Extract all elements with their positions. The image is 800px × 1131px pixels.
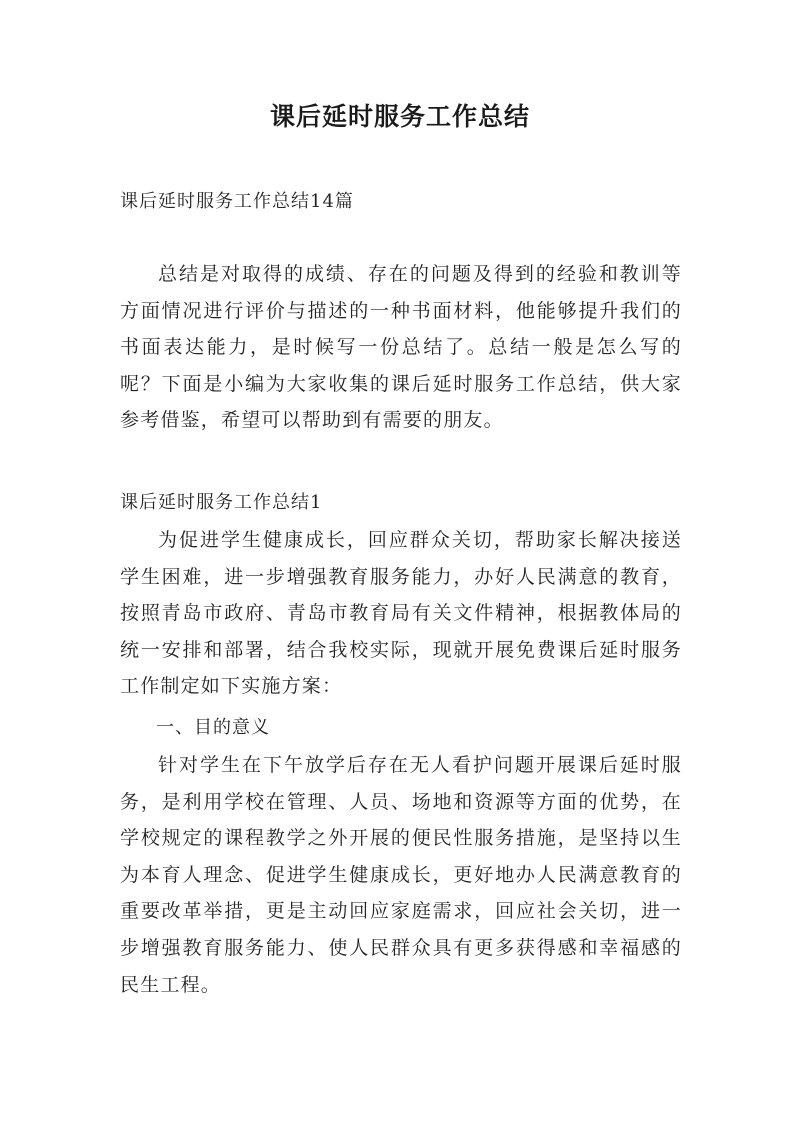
section-subheading: 一、目的意义: [156, 717, 270, 738]
document-subtitle: 课后延时服务工作总结14篇: [120, 191, 354, 212]
intro-paragraph: 总结是对取得的成绩、存在的问题及得到的经验和教训等方面情况进行评价与描述的一种书面材料，他能够提升我们的书面表达能力，是时候写一份总结了。总结一般是怎么写的呢？下面是小编为大家收集的课后延时服务工作总结，供大家参考借鉴，希望可以帮助到有需要的朋友。: [120, 263, 682, 432]
section-paragraph-2: 针对学生在下午放学后存在无人看护问题开展课后延时服务，是利用学校在管理、人员、场地和资源等方面的优势，在学校规定的课程教学之外开展的便民性服务措施，是坚持以生为本育人理念、促进学生健康成长，更好地办人民满意教育的重要改革举措，更是主动回应家庭需求，回应社会关切，进一步增强教育服务能力、使人民群众具有更多获得感和幸福感的民生工程。: [120, 754, 682, 996]
section-heading: 课后延时服务工作总结1: [120, 492, 323, 513]
section-paragraph: 为促进学生健康成长，回应群众关切，帮助家长解决接送学生困难，进一步增强教育服务能力，办好人民满意的教育，按照青岛市政府、青岛市教育局有关文件精神，根据教体局的统一安排和部署，结合我校实际，现就开展免费课后延时服务工作制定如下实施方案：: [120, 529, 682, 698]
document-title: 课后延时服务工作总结: [269, 102, 530, 131]
